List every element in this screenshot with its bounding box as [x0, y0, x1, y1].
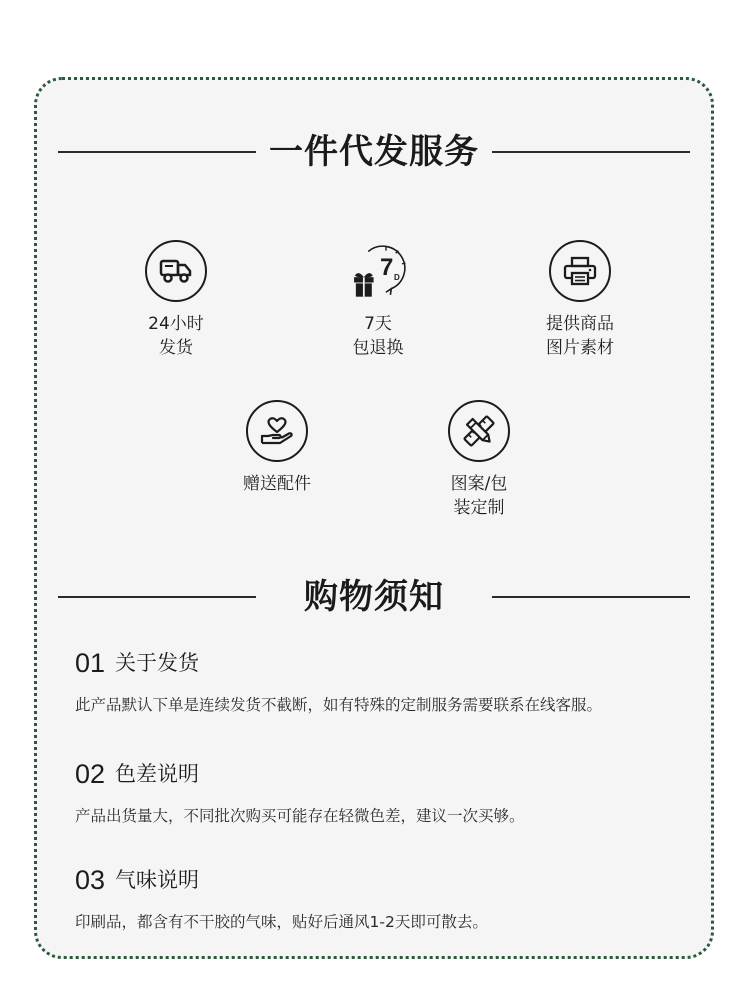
notice-item-text: 此产品默认下单是连续发货不截断，如有特殊的定制服务需要联系在线客服。 [75, 696, 603, 714]
service-item-seven-day-return [308, 240, 448, 360]
heart-hand-icon [246, 400, 308, 462]
service-item-custom-design [409, 400, 549, 520]
delivery-truck-icon [145, 240, 207, 302]
printer-icon [549, 240, 611, 302]
return-days-number: 7 [380, 254, 394, 281]
notice-item-header [75, 862, 695, 898]
service-label: 提供商品 图片素材 [546, 314, 614, 358]
service-item-fast-shipping [106, 240, 246, 360]
heading-divider-right [492, 151, 690, 153]
notice-item-shipping [75, 645, 695, 717]
notice-item-title: 色差说明 [115, 762, 200, 786]
service-section-title: 一件代发服务 [269, 132, 479, 172]
notice-item-number: 02 [75, 759, 106, 789]
notice-item-header [75, 756, 695, 792]
notice-item-number: 03 [75, 865, 106, 895]
service-item-product-images [510, 240, 650, 360]
service-label: 图案/包 装定制 [450, 474, 508, 518]
seven-day-return-icon [347, 240, 409, 302]
notice-item-text: 印刷品，都含有不干胶的气味，贴好后通风1-2天即可散去。 [75, 913, 488, 931]
notice-item-odor [75, 862, 695, 934]
service-label: 赠送配件 [243, 474, 311, 494]
notice-item-text: 产品出货量大，不同批次购买可能存在轻微色差，建议一次买够。 [75, 807, 525, 825]
notice-item-title: 关于发货 [115, 651, 200, 675]
notice-section-title: 购物须知 [304, 577, 444, 617]
pencil-ruler-icon [448, 400, 510, 462]
notice-item-header [75, 645, 695, 681]
notice-item-number: 01 [75, 648, 106, 678]
service-section-heading [58, 127, 690, 177]
service-label: 7天 包退换 [352, 314, 404, 358]
service-item-free-accessories [207, 400, 347, 496]
notice-item-color-difference [75, 756, 695, 828]
service-label: 24小时 发货 [148, 314, 204, 358]
return-days-unit: D [394, 273, 400, 282]
notice-item-title: 气味说明 [115, 868, 200, 892]
heading-divider-right [492, 596, 690, 598]
notice-section-heading [58, 572, 690, 622]
